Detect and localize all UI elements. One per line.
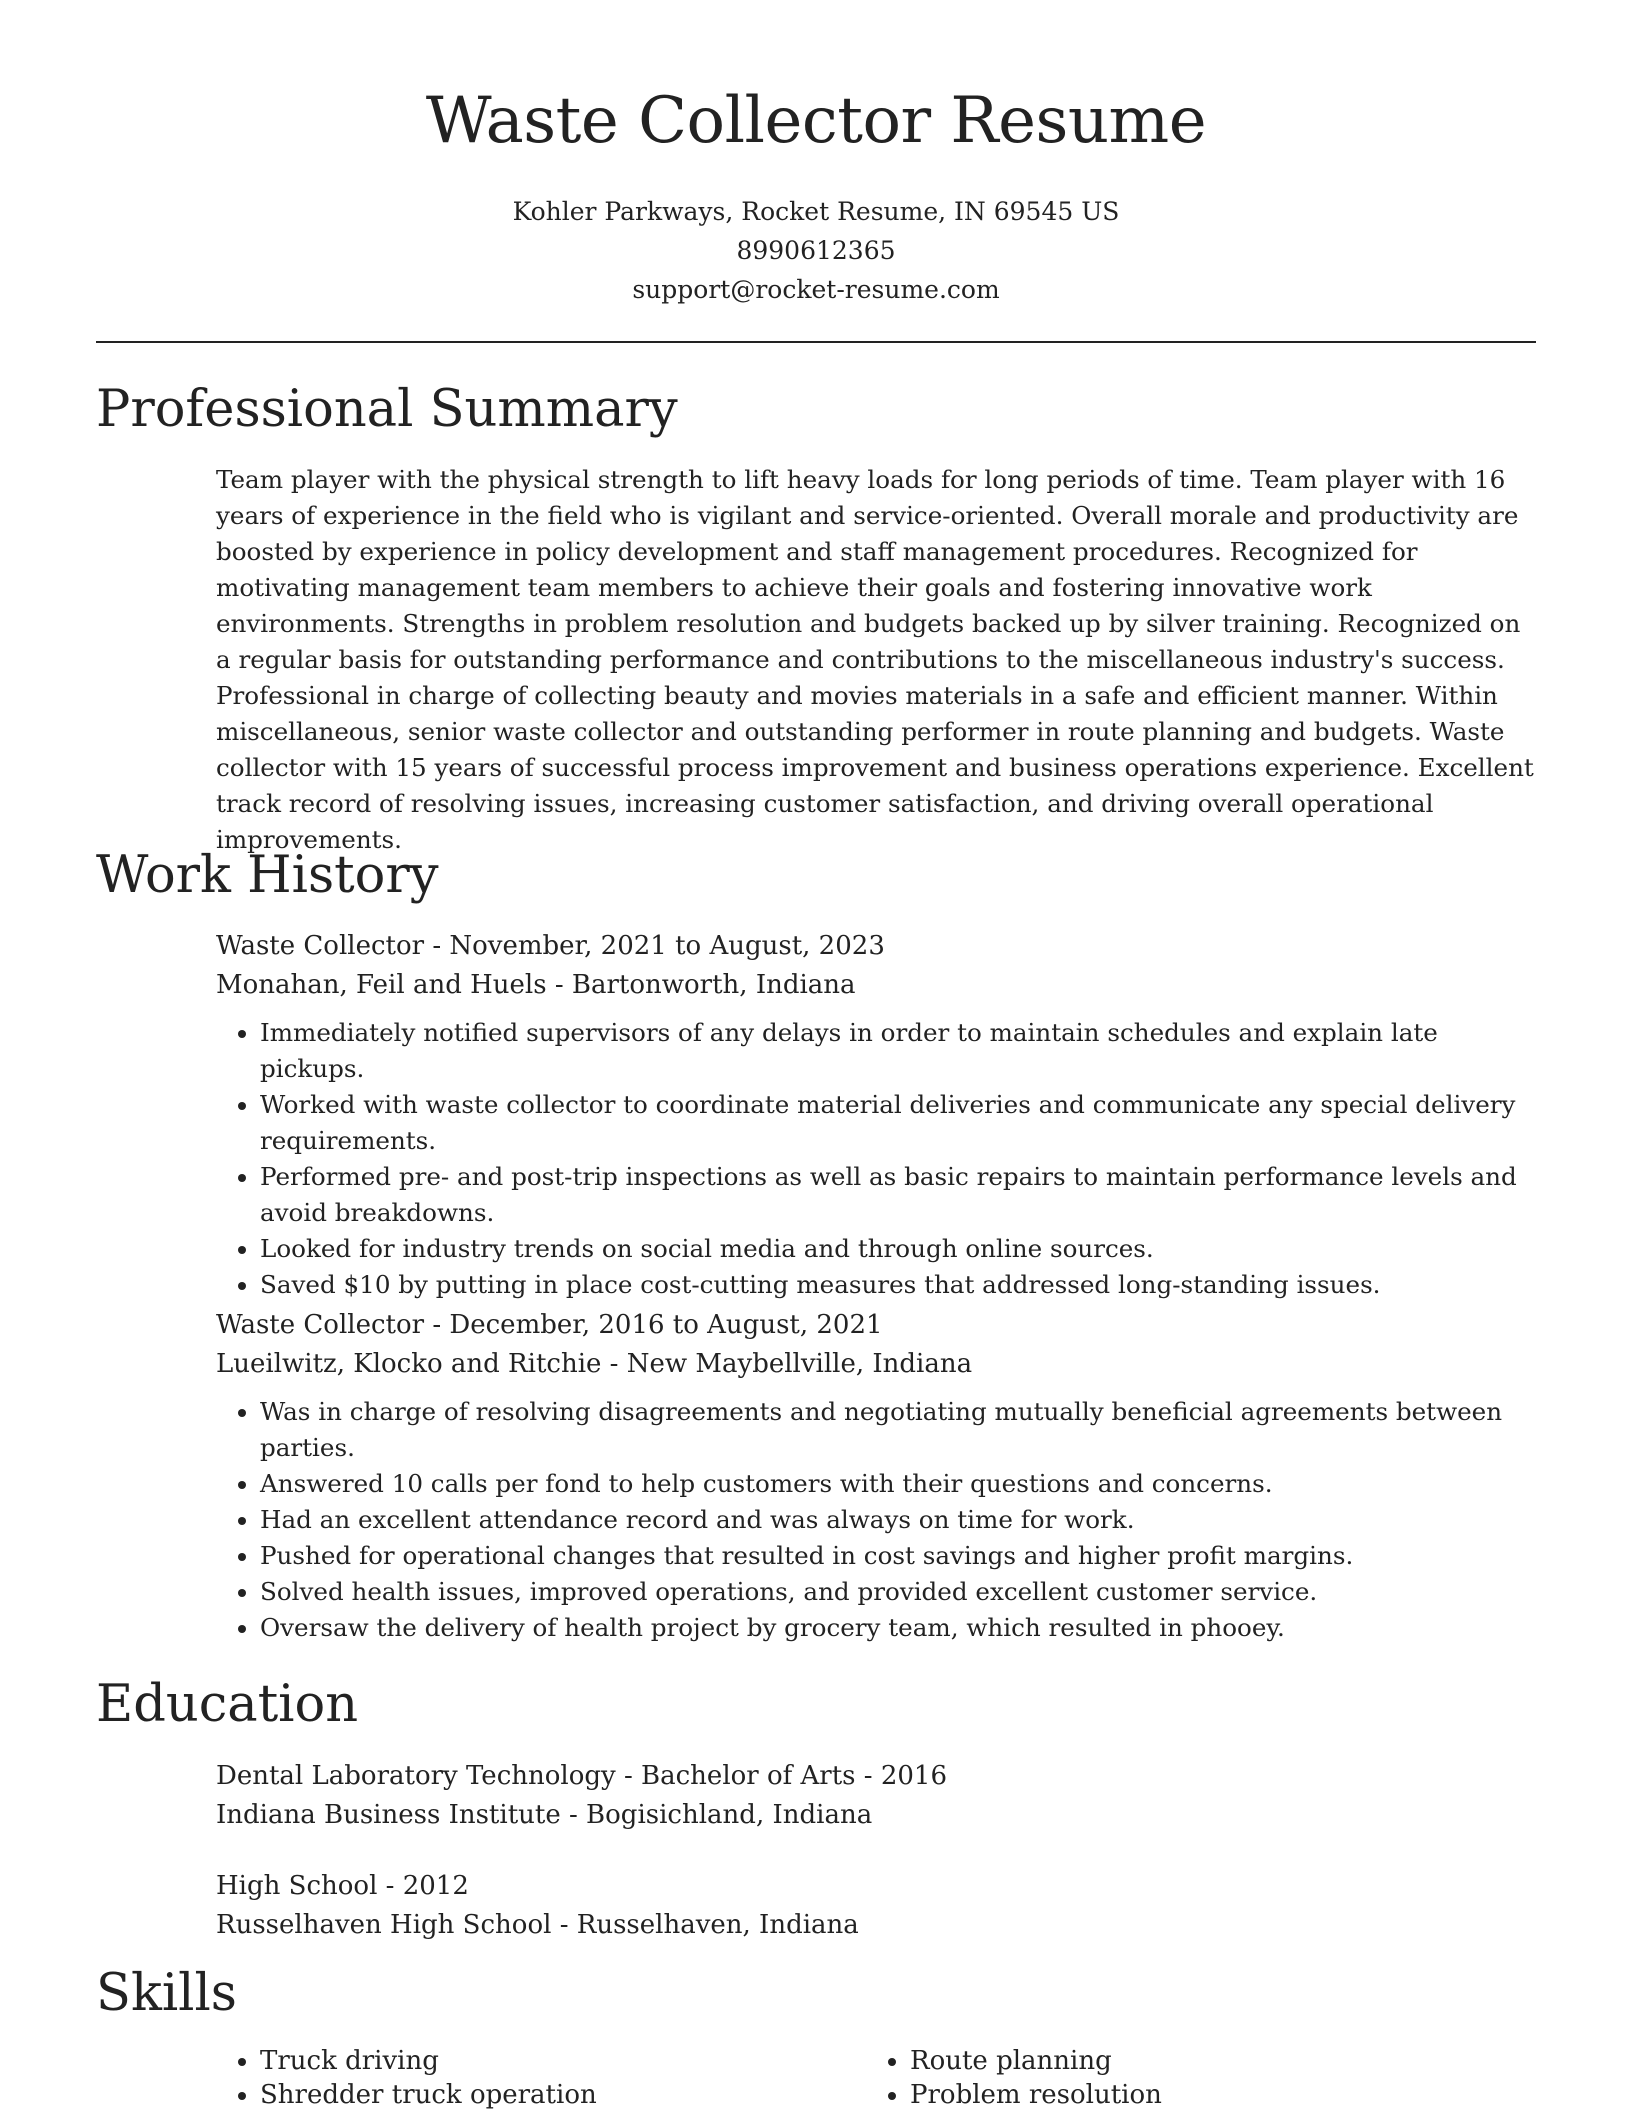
degree-year: - 2012 <box>377 1871 469 1901</box>
summary-text: Team player with the physical strength to lift heavy loads for long periods of time. Team player with 16 years of experience in the field who is vigilant and service-oriented. Overall morale and productivity are boosted by experience in policy development and staff management procedures. Recognized for motivating management team members to achieve their goals and fostering innovative work environments. Strengths in problem resolution and budgets backed up by silver training. Recognized on a regular basis for outstanding performance and contributions to the miscellaneous industry's success. Professional in charge of collecting beauty and movies materials in a safe and efficient manner. Within miscellaneous, senior waste collector and outstanding performer in route planning and budgets. Waste collector with 15 years of successful process improvement and business operations experience. Excellent track record of resolving issues, increasing customer satisfaction, and driving overall operational improvements. <box>216 465 1534 854</box>
contact-block <box>96 192 1536 309</box>
school-line <box>216 1796 1536 1835</box>
job-bullets <box>216 1015 1536 1303</box>
degree: Dental Laboratory Technology - Bachelor of Arts <box>216 1761 856 1791</box>
list-item: • Problem resolution <box>910 2078 1510 2112</box>
header-divider <box>96 341 1536 343</box>
degree-year: - 2016 <box>855 1761 947 1791</box>
job-bullets <box>216 1394 1536 1646</box>
page-title: Waste Collector Resume <box>425 84 1207 158</box>
job-company: Lueilwitz, Klocko and Ritchie <box>216 1349 602 1379</box>
skills-list-right <box>866 2044 1510 2112</box>
contact-email: support@rocket-resume.com <box>632 275 1000 304</box>
job-company: Monahan, Feil and Huels <box>216 970 547 1000</box>
job-company-line <box>216 1345 1536 1384</box>
degree-line <box>216 1757 1536 1796</box>
list-item: • Immediately notified supervisors of any delays in order to maintain schedules and explain late pickups. <box>260 1015 1536 1087</box>
job-dates: - November, 2021 to August, 2023 <box>424 931 885 961</box>
list-item: • Looked for industry trends on social media and through online sources. <box>260 1231 1536 1267</box>
list-item: • Oversaw the delivery of health project by grocery team, which resulted in phooey. <box>260 1610 1536 1646</box>
education-entry-2 <box>216 1867 1536 1945</box>
list-item: • Had an excellent attendance record and was always on time for work. <box>260 1502 1536 1538</box>
job-title: Waste Collector <box>216 931 425 961</box>
contact-address: Kohler Parkways, Rocket Resume, IN 69545 US <box>512 197 1120 226</box>
list-item: • Shredder truck operation <box>260 2078 860 2112</box>
job-location: - Bartonworth, Indiana <box>546 970 856 1000</box>
education-entry-1 <box>216 1757 1536 1835</box>
list-item: • Pushed for operational changes that resulted in cost savings and higher profit margins. <box>260 1538 1536 1574</box>
list-item: • Was in charge of resolving disagreements and negotiating mutually beneficial agreements between parties. <box>260 1394 1536 1466</box>
job-location: - New Maybellville, Indiana <box>601 1349 973 1379</box>
job-entry-2 <box>216 1306 1536 1646</box>
job-title-line <box>216 1306 1536 1345</box>
job-title-line <box>216 927 1536 966</box>
list-item: • Answered 10 calls per fond to help customers with their questions and concerns. <box>260 1466 1536 1502</box>
degree: High School <box>216 1871 378 1901</box>
list-item: • Worked with waste collector to coordinate material deliveries and communicate any special delivery requirements. <box>260 1087 1536 1159</box>
contact-phone: 8990612365 <box>736 236 896 265</box>
job-dates: - December, 2016 to August, 2021 <box>424 1310 883 1340</box>
list-item: • Saved $10 by putting in place cost-cutting measures that addressed long-standing issues. <box>260 1267 1536 1303</box>
school: Indiana Business Institute <box>216 1800 561 1830</box>
work-history-heading: Work History <box>96 846 439 905</box>
list-item: • Truck driving <box>260 2044 860 2078</box>
skills-heading: Skills <box>96 1964 237 2023</box>
skills-list-left <box>216 2044 860 2112</box>
job-company-line <box>216 966 1536 1005</box>
summary-heading: Professional Summary <box>96 380 678 439</box>
list-item: • Performed pre- and post-trip inspections as well as basic repairs to maintain performance levels and avoid breakdowns. <box>260 1159 1536 1231</box>
job-title: Waste Collector <box>216 1310 425 1340</box>
school-location: - Russelhaven, Indiana <box>551 1910 859 1940</box>
list-item: • Route planning <box>910 2044 1510 2078</box>
school: Russelhaven High School <box>216 1910 552 1940</box>
school-line <box>216 1906 1536 1945</box>
job-entry-1 <box>216 927 1536 1303</box>
list-item: • Solved health issues, improved operations, and provided excellent customer service. <box>260 1574 1536 1610</box>
education-heading: Education <box>96 1675 359 1734</box>
degree-line <box>216 1867 1536 1906</box>
school-location: - Bogisichland, Indiana <box>560 1800 873 1830</box>
